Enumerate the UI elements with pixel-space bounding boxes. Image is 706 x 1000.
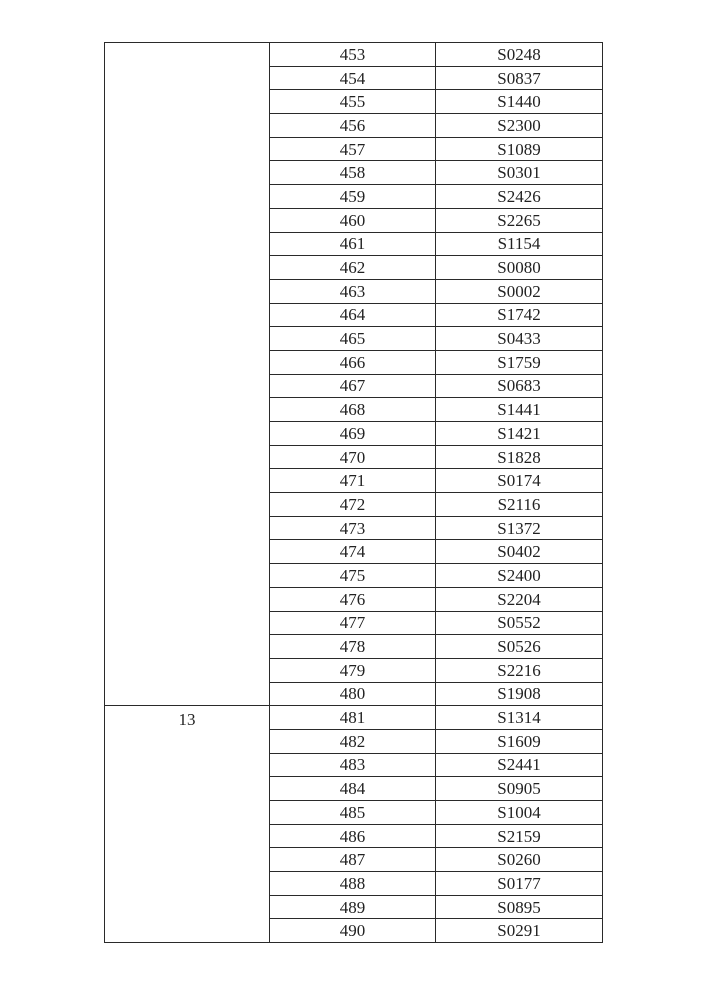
- candidate-code-cell: S0402: [436, 540, 603, 564]
- candidate-code-cell: S2265: [436, 208, 603, 232]
- candidate-code-cell: S1154: [436, 232, 603, 256]
- candidate-code-cell: S0552: [436, 611, 603, 635]
- sequence-number-cell: 484: [270, 777, 436, 801]
- sequence-number-cell: 479: [270, 658, 436, 682]
- sequence-number-cell: 476: [270, 587, 436, 611]
- sequence-number-cell: 474: [270, 540, 436, 564]
- candidate-code-cell: S2216: [436, 658, 603, 682]
- sequence-number-cell: 455: [270, 90, 436, 114]
- sequence-number-cell: 459: [270, 185, 436, 209]
- sequence-number-cell: 453: [270, 43, 436, 67]
- candidate-code-cell: S1372: [436, 516, 603, 540]
- document-page: [104, 42, 602, 943]
- sequence-number-cell: 478: [270, 635, 436, 659]
- group-number-cell: 13: [105, 706, 270, 943]
- sequence-number-cell: 458: [270, 161, 436, 185]
- sequence-number-cell: 461: [270, 232, 436, 256]
- candidate-code-cell: S1759: [436, 350, 603, 374]
- sequence-number-cell: 462: [270, 256, 436, 280]
- sequence-number-cell: 464: [270, 303, 436, 327]
- sequence-number-cell: 481: [270, 706, 436, 730]
- candidate-code-cell: S0895: [436, 895, 603, 919]
- sequence-number-cell: 456: [270, 114, 436, 138]
- candidate-code-cell: S1828: [436, 445, 603, 469]
- sequence-number-cell: 487: [270, 848, 436, 872]
- candidate-code-cell: S0291: [436, 919, 603, 943]
- candidate-code-cell: S1421: [436, 422, 603, 446]
- sequence-number-cell: 483: [270, 753, 436, 777]
- candidate-code-cell: S2441: [436, 753, 603, 777]
- candidate-code-cell: S0433: [436, 327, 603, 351]
- candidate-code-cell: S1908: [436, 682, 603, 706]
- candidate-code-cell: S1004: [436, 801, 603, 825]
- candidate-code-cell: S1440: [436, 90, 603, 114]
- candidate-code-cell: S0837: [436, 66, 603, 90]
- candidate-code-cell: S2159: [436, 824, 603, 848]
- candidate-code-cell: S1609: [436, 729, 603, 753]
- sequence-number-cell: 465: [270, 327, 436, 351]
- sequence-number-cell: 472: [270, 493, 436, 517]
- table-body: [105, 43, 603, 943]
- candidate-code-cell: S0177: [436, 872, 603, 896]
- candidate-code-cell: S0301: [436, 161, 603, 185]
- sequence-number-cell: 463: [270, 279, 436, 303]
- sequence-number-cell: 473: [270, 516, 436, 540]
- group-number-cell: [105, 43, 270, 706]
- candidate-code-cell: S2426: [436, 185, 603, 209]
- sequence-number-cell: 490: [270, 919, 436, 943]
- sequence-number-cell: 460: [270, 208, 436, 232]
- sequence-number-cell: 468: [270, 398, 436, 422]
- candidate-code-cell: S1314: [436, 706, 603, 730]
- candidate-code-cell: S0002: [436, 279, 603, 303]
- candidate-code-cell: S2204: [436, 587, 603, 611]
- sequence-number-cell: 471: [270, 469, 436, 493]
- candidate-code-cell: S2116: [436, 493, 603, 517]
- sequence-number-cell: 454: [270, 66, 436, 90]
- candidate-code-cell: S2400: [436, 564, 603, 588]
- candidate-code-cell: S0080: [436, 256, 603, 280]
- candidate-code-cell: S0260: [436, 848, 603, 872]
- candidate-code-cell: S1441: [436, 398, 603, 422]
- sequence-number-cell: 480: [270, 682, 436, 706]
- sequence-number-cell: 486: [270, 824, 436, 848]
- sequence-number-cell: 457: [270, 137, 436, 161]
- candidate-code-cell: S0905: [436, 777, 603, 801]
- seating-table: [104, 42, 603, 943]
- candidate-code-cell: S1089: [436, 137, 603, 161]
- sequence-number-cell: 488: [270, 872, 436, 896]
- candidate-code-cell: S0683: [436, 374, 603, 398]
- sequence-number-cell: 467: [270, 374, 436, 398]
- sequence-number-cell: 466: [270, 350, 436, 374]
- candidate-code-cell: S0174: [436, 469, 603, 493]
- sequence-number-cell: 477: [270, 611, 436, 635]
- sequence-number-cell: 482: [270, 729, 436, 753]
- sequence-number-cell: 489: [270, 895, 436, 919]
- sequence-number-cell: 470: [270, 445, 436, 469]
- table-row: [105, 706, 603, 730]
- candidate-code-cell: S2300: [436, 114, 603, 138]
- table-row: [105, 43, 603, 67]
- sequence-number-cell: 475: [270, 564, 436, 588]
- sequence-number-cell: 469: [270, 422, 436, 446]
- candidate-code-cell: S0526: [436, 635, 603, 659]
- candidate-code-cell: S0248: [436, 43, 603, 67]
- candidate-code-cell: S1742: [436, 303, 603, 327]
- sequence-number-cell: 485: [270, 801, 436, 825]
